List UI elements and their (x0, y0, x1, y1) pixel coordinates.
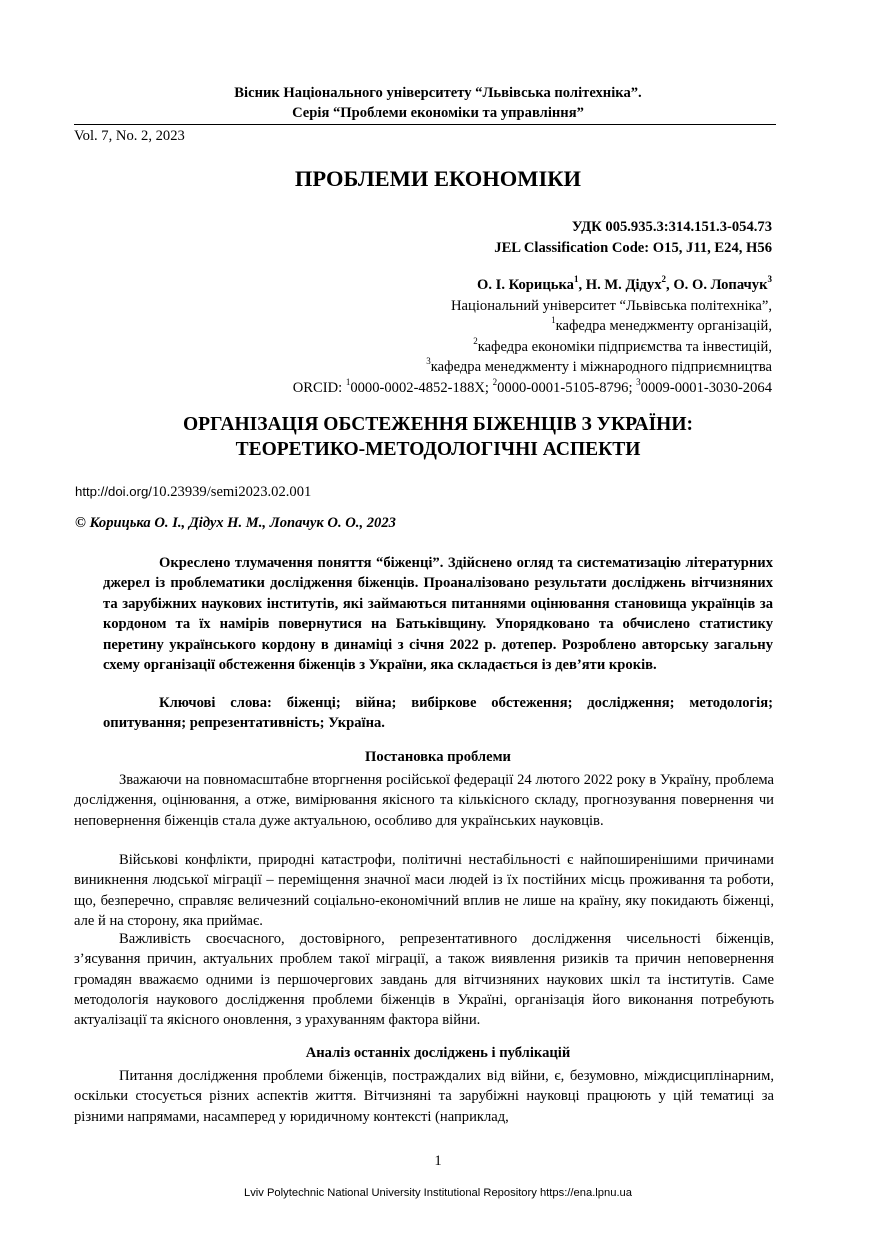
author-1-sup: 1 (573, 274, 579, 285)
copyright-names: Корицька О. І., Дідух Н. М., Лопачук О. О., 2023 (89, 515, 396, 531)
paragraph-4: Питання дослідження проблеми біженців, постраждалих від війни, є, безумовно, міждисциплінарним, оскільки стосується різних аспектів життя. Вітчизняні та зарубіжні науковці працюють у цій тематиці за різними напрямами, насамперед у юридичному контексті (наприклад, (74, 1068, 774, 1125)
orcid-line (293, 378, 772, 399)
affiliation-dept-1 (293, 316, 772, 337)
header-rule (74, 124, 776, 125)
copyright-symbol: © (75, 515, 90, 531)
doi-link[interactable] (75, 484, 311, 501)
orcid-label: ORCID: (292, 379, 346, 396)
author-3-sup: 3 (767, 274, 772, 285)
orcid-1: 0000-0002-4852-188X; (350, 379, 493, 396)
dept-2-sup: 2 (473, 335, 478, 346)
doi-id: 10.23939/semi2023.02.001 (151, 484, 312, 500)
author-2-sup: 2 (661, 274, 667, 285)
dept-1-label: кафедра менеджменту організацій, (555, 318, 772, 334)
classification-block (494, 217, 772, 258)
affiliation-university: Національний університет “Львівська політехніка”, (451, 297, 772, 314)
article-title-line-2: ТЕОРЕТИКО-МЕТОДОЛОГІЧНІ АСПЕКТИ (235, 439, 641, 460)
section-title: ПРОБЛЕМИ ЕКОНОМІКИ (294, 166, 582, 191)
abstract: Окреслено тлумачення поняття “біженці”. Здійснено огляд та систематизацію літературних джерел із проблематики дослідження біженців. Проаналізовано результати досліджень вітчизняних та зарубіжних наукових інститутів, які займаються питаннями оцінювання становища українців за кордоном та їх намірів повернутися на Батьківщину. Упорядковано та обчислено статистику перетину українського кордону в динаміці з січня 2022 р. дотепер. Розроблено авторську загальну схему організації обстеження біженців з України, яка складається із дев’яти кроків. (103, 555, 773, 674)
authors-block (293, 275, 772, 398)
heading-literature-review: Аналіз останніх досліджень і публікацій (305, 1045, 571, 1061)
volume-info: Vol. 7, No. 2, 2023 (74, 128, 185, 144)
dept-3-label: кафедра менеджменту і міжнародного підприємництва (430, 359, 772, 375)
paragraph-2: Військові конфлікти, природні катастрофи, політичні нестабільності є найпоширенішими причинами виникнення людської міграції – переміщення значної маси людей із їх постійних місць проживання та роботи, що, безперечно, справляє величезний соціально-економічний вплив не лише на країну, яку покидають біженці, але й на сторону, яка приймає. (74, 852, 774, 929)
dept-1-sup: 1 (551, 315, 556, 326)
orcid-2-sup: 2 (492, 376, 498, 387)
doi-prefix: http://doi.org/ (75, 484, 152, 499)
journal-name: Вісник Національного університету “Львівська політехніка”. (234, 85, 642, 101)
journal-series: Серія “Проблеми економіки та управління” (292, 105, 584, 121)
author-3: О. О. Лопачук (673, 277, 768, 293)
author-1: О. І. Корицька (477, 277, 574, 293)
author-list (293, 275, 772, 296)
heading-problem-statement: Постановка проблеми (365, 749, 511, 765)
keywords: Ключові слова: біженці; війна; вибіркове обстеження; дослідження; методологія; опитування; репрезентативність; Україна. (103, 695, 773, 732)
paragraph-3: Важливість своєчасного, достовірного, репрезентативного дослідження чисельності біженців, з’ясування причин, актуальних проблем такої міграції, а також виявлення ризиків та причин неповернення громадян вважаємо одними із першочергових завдань для вітчизняних наукових шкіл та інститутів. Саме методологія наукового дослідження проблеми біженців в Україні, організація його виконання потребують актуалізації та якісного оновлення, з урахуванням фактора війни. (74, 931, 774, 1029)
author-separator: , (578, 277, 586, 293)
journal-header (0, 83, 876, 123)
affiliation-dept-2 (293, 337, 772, 358)
copyright-line (75, 515, 396, 532)
orcid-2: 0000-0001-5105-8796; (497, 379, 637, 396)
udc-code: УДК 005.935.3:314.151.3-054.73 (571, 219, 772, 235)
page-number: 1 (434, 1153, 442, 1169)
paragraph-1: Зважаючи на повномасштабне вторгнення російської федерації 24 лютого 2022 року в Україну, проблема дослідження, оцінювання, а отже, вимірювання якісного та кількісного складу, прогнозування повернення чи неповернення біженців стала дуже актуальною, особливо для українських науковців. (74, 772, 774, 829)
dept-3-sup: 3 (426, 356, 431, 367)
article-title (0, 412, 876, 462)
dept-2-label: кафедра економіки підприємства та інвестицій, (477, 338, 772, 355)
affiliation-dept-3 (293, 357, 772, 378)
orcid-3-sup: 3 (636, 376, 641, 387)
article-title-line-1: ОРГАНІЗАЦІЯ ОБСТЕЖЕННЯ БІЖЕНЦІВ З УКРАЇНИ: (183, 414, 693, 435)
author-2: Н. М. Дідух (585, 277, 662, 293)
jel-code: JEL Classification Code: O15, J11, E24, H56 (494, 239, 772, 256)
orcid-3: 0009-0001-3030-2064 (640, 379, 772, 396)
author-separator: , (666, 277, 674, 293)
repository-footer: Lviv Polytechnic National University Institutional Repository https://ena.lpnu.ua (243, 1187, 633, 1199)
orcid-1-sup: 1 (345, 376, 351, 387)
